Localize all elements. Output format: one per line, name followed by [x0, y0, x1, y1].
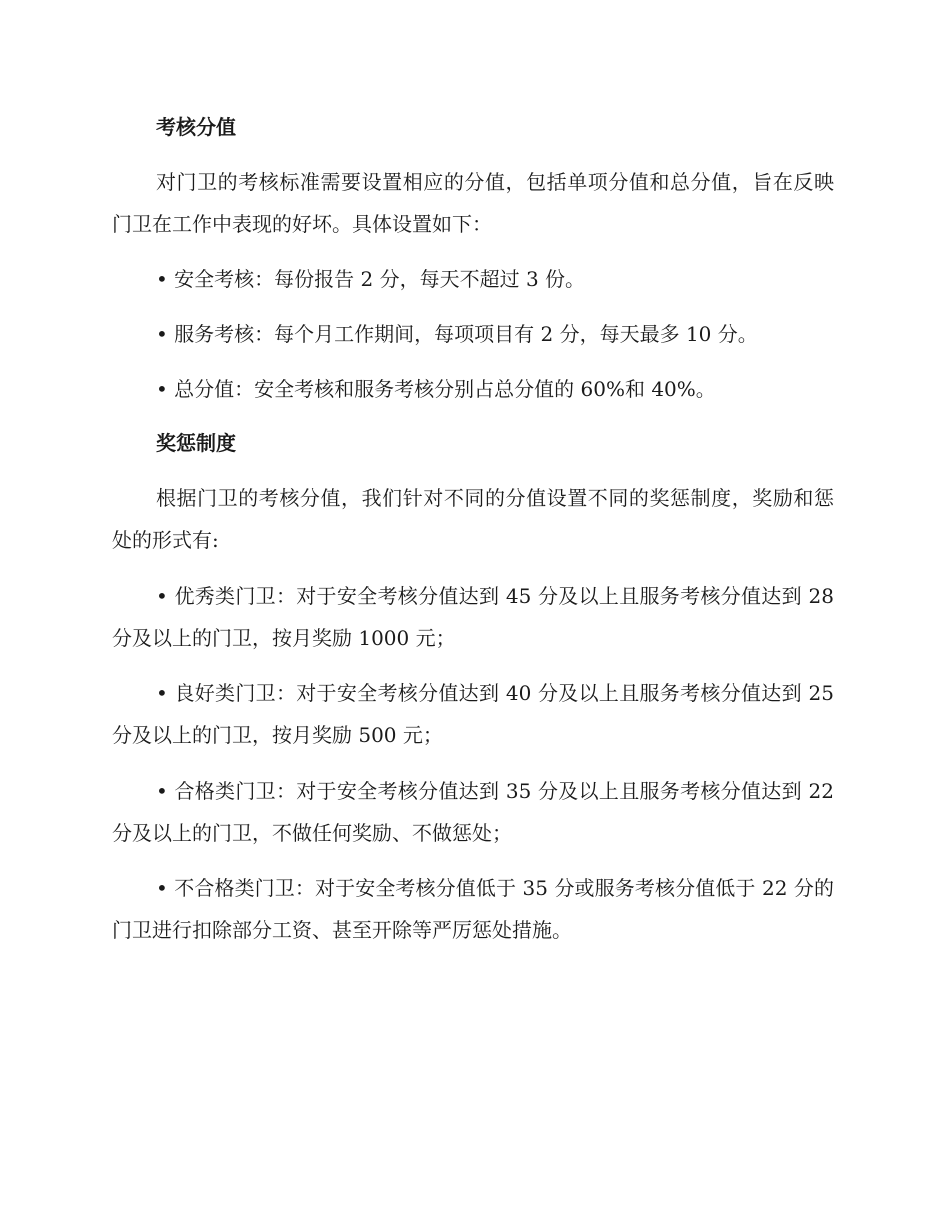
- scoring-intro: 对门卫的考核标准需要设置相应的分值，包括单项分值和总分值，旨在反映门卫在工作中表现的好坏。具体设置如下：: [112, 170, 834, 236]
- rewards-intro: 根据门卫的考核分值，我们针对不同的分值设置不同的奖惩制度，奖励和惩处的形式有:: [112, 486, 834, 552]
- rewards-item-excellent: • 优秀类门卫：对于安全考核分值达到 45 分及以上且服务考核分值达到 28 分及以上的门卫，按月奖励 1000 元；: [112, 584, 834, 650]
- section-heading-rewards: 奖惩制度: [156, 431, 236, 455]
- rewards-item-unqualified: • 不合格类门卫：对于安全考核分值低于 35 分或服务考核分值低于 22 分的门卫进行扣除部分工资、甚至开除等严厉惩处措施。: [112, 876, 834, 942]
- section-heading-scoring: 考核分值: [156, 115, 236, 139]
- rewards-item-qualified: • 合格类门卫：对于安全考核分值达到 35 分及以上且服务考核分值达到 22 分及以上的门卫，不做任何奖励、不做惩处；: [112, 779, 834, 845]
- scoring-item-safety: • 安全考核：每份报告 2 分，每天不超过 3 份。: [156, 267, 586, 291]
- scoring-item-service: • 服务考核：每个月工作期间，每项项目有 2 分，每天最多 10 分。: [156, 322, 758, 346]
- scoring-item-total: • 总分值：安全考核和服务考核分别占总分值的 60%和 40%。: [156, 377, 716, 401]
- rewards-item-good: • 良好类门卫：对于安全考核分值达到 40 分及以上且服务考核分值达到 25 分及以上的门卫，按月奖励 500 元；: [112, 681, 834, 747]
